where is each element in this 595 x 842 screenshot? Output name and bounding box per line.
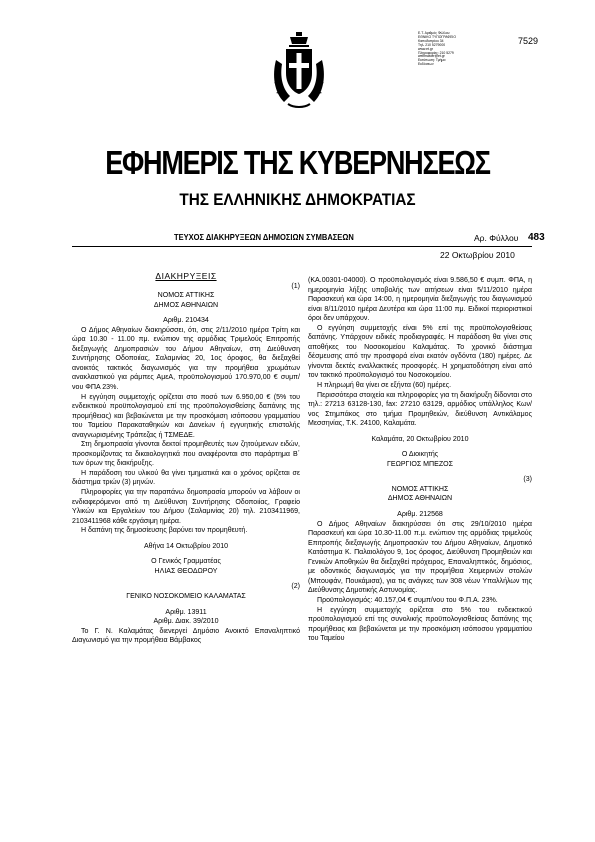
notice-3-prefecture: ΝΟΜΟΣ ΑΤΤΙΚΗΣ — [391, 485, 449, 493]
notice-1-municipality: ΔΗΜΟΣ ΑΘΗΝΑΙΩΝ — [153, 301, 219, 309]
notice-2-paragraph: Το Γ. Ν. Καλαμάτας διενεργεί Δημόσιο Ανοικτό Επαναληπτικό Διαγωνισμό για την προμήθεια Βάμβακος — [72, 627, 300, 645]
notice-number-3: (3) — [523, 476, 532, 484]
notice-2-reference: Αριθμ. 13911 — [165, 608, 207, 616]
notice-2-declaration-number: Αριθμ. Διακ. 39/2010 — [153, 618, 219, 626]
notice-1-signatory-name: ΗΛΙΑΣ ΘΕΟΔΩΡΟΥ — [154, 567, 218, 575]
notice-3-paragraph: Ο Δήμος Αθηναίων διακηρύσσει ότι στις 29/10/2010 ημέρα Παρασκευή και ώρα 10.30-11.00 π.μ. ενώπιον της αρμόδιας τριμελούς Επιτροπής διεξαγωγής Δημοπρασιών του Δήμου Αθηναίων, Δημοτικό Κατάστημα Κ. Παλαιολόγου 9, 1ος όροφος, Διεύθυνση Προμηθειών και Γενικών Αποθηκών θα διεξαχθεί πρόχειρος, Επαναληπτικός, δημόσιος, με οδοντικός διαγωνισμός για την προμήθεια Χειμερινών στολών (Μπουφάν, Πουκάμισα), για τις ανάγκες των 308 νέων Υπαλλήλων της Διεύθυνσης Δημοτικής Αστυνομίας. — [308, 520, 532, 595]
header-divider — [72, 246, 532, 247]
hellenic-coat-of-arms-icon — [270, 30, 328, 112]
notice-2-title: ΓΕΝΙΚΟ ΝΟΣΟΚΟΜΕΙΟ ΚΑΛΑΜΑΤΑΣ — [126, 592, 246, 600]
notice-2-paragraph: Η πληρωμή θα γίνει σε εξήντα (60) ημέρες. — [317, 382, 452, 390]
notice-2-paragraph: (ΚΑ.00301-04000). Ο προϋπολογισμός είναι 9.586,50 € συμπ. ΦΠΑ, η ημερομηνία λήξης υποβολής των αιτήσεων είναι 5/11/2010 ημέρα Παρασκευή και ώρα 14:00, η ημερομηνία διεξαγωγής του διαγωνισμού είναι 8/11/2010 ημέρα Δευτέρα και ώρα 11:00 πμ. Ειδικοί περιοριστικοί όροι δεν υπάρχουν. — [308, 277, 532, 323]
issue-number: 483 — [528, 232, 545, 243]
section-heading: ΔΙΑΚΗΡΥΞΕΙΣ — [155, 271, 217, 281]
notice-2-paragraph: Ο εγγύηση συμμετοχής είναι 5% επί της προϋπολογισθείσας δαπάνης. Υπάρχουν ειδικές προδιαγραφές. Η παράδοση θα γίνει στις αποθήκες του Νοσοκομείου Καλαμάτας. Το χρονικό διάστημα δέσμευσης από την προσφορά είναι εκατόν ογδόντα (180) ημέρες. Δε γίνονται δεκτές εναλλακτικές προσφορές. Η χρηματοδότηση είναι από τον τακτικό προϋπολογισμό του Νοσοκομείου. — [308, 324, 532, 380]
notice-1-date: Αθήνα 14 Οκτωβρίου 2010 — [143, 542, 229, 550]
notice-1-paragraph: Η παράδοση του υλικού θα γίνει τμηματικά και ο χρόνος ορίζεται σε διάστημα τριών (3) μηνών. — [72, 469, 300, 487]
issue-line — [72, 232, 545, 247]
notice-2-signatory-role: Ο Διοικητής — [401, 451, 439, 459]
issue-date: 22 Οκτωβρίου 2010 — [440, 250, 515, 260]
publication-info-note: Ε.Τ. Αριθμός Φύλλου ΕΘΝΙΚΟ ΤΥΠΟΓΡΑΦΕΙΟ Καποδιστρίου 34 Τηλ. 210 5279000 www.et.gr Πληροφορίες: 210 5279 webmaster@et.gr Εκτύπωση: Τμήμα Εκδόσεων — [418, 31, 456, 67]
left-column — [72, 272, 300, 646]
notice-2-date: Καλαμάτα, 20 Οκτωβρίου 2010 — [371, 435, 469, 443]
gazette-subtitle: ΤΗΣ ΕΛΛΗΝΙΚΗΣ ΔΗΜΟΚΡΑΤΙΑΣ — [179, 190, 416, 209]
notice-3-paragraph: Η εγγύηση συμμετοχής ορίζεται στο 5% του ενδεικτικού προϋπολογισμού επί της συνολικής προϋπολογισθείσας δαπάνης της προμήθειας και βεβαιώνεται με την προσκόμιση ισόποσου γραμματίου του Ταμείου — [308, 606, 532, 643]
notice-1-paragraph: Στη δημοπρασία γίνονται δεκτοί προμηθευτές των ζητούμενων ειδών, προσκομίζοντας τα δικαιολογητικά που αναφέρονται στο παράρτημα Β΄ των όρων της διακήρυξης. — [72, 441, 300, 468]
notice-1-reference: Αριθμ. 210434 — [163, 317, 209, 325]
notice-1-prefecture: ΝΟΜΟΣ ΑΤΤΙΚΗΣ — [157, 292, 215, 300]
gazette-title: ΕΦΗΜΕΡΙΣ ΤΗΣ ΚΥΒΕΡΝΗΣΕΩΣ — [105, 144, 490, 181]
notice-3-paragraph: Προϋπολογισμός: 40.157,04 € συμπ/νου του Φ.Π.Α. 23%. — [317, 596, 498, 604]
notice-1-paragraph: Η δαπάνη της δημοσίευσης βαρύνει τον προμηθευτή. — [81, 527, 248, 535]
notice-1-paragraph: Ο Δήμος Αθηναίων διακηρύσσει, ότι, στις 2/11/2010 ημέρα Τρίτη και ώρα 10.30 - 11.00 πμ. ενώπιον της αρμόδιας Τριμελούς Επιτροπής διεξαγωγής Δημοπρασιών του Δήμου Αθηναίων, στη Διεύθυνση Συντήρησης Οδοποιίας, Σαλαμινίας 20, 1ος όροφος, θα διεξαχθεί ανοικτός τακτικός διαγωνισμός για την προμήθεια χρωμάτων ανακλαστικού για ράμπες ΑμεΑ, προϋπολογισμού 170.970,00 € συμπ/νου ΦΠΑ 23%. — [72, 326, 300, 392]
issue-number-label: Αρ. Φύλλου — [474, 233, 519, 243]
notice-number-2: (2) — [291, 583, 300, 591]
right-column — [308, 276, 532, 644]
notice-3-municipality: ΔΗΜΟΣ ΑΘΗΝΑΙΩΝ — [387, 495, 453, 503]
notice-number-1: (1) — [291, 282, 300, 290]
notice-1-paragraph: Πληροφορίες για την παραπάνω δημοπρασία μπορούν να λάβουν οι ενδιαφερόμενοι από τη Διεύθυνση Συντήρησης Οδοποιίας, Γραφείο Υλικών και Εργαλείων του Δήμου (Σαλαμινίας 20) τηλ. 2103411969, 2103411968 κάθε εργάσιμη ημέρα. — [72, 489, 300, 525]
notice-1-paragraph: Η εγγύηση συμμετοχής ορίζεται στο ποσό των 6.950,00 € (5% του ενδεικτικού προϋπολογισμού επί της προϋπολογισθείσης δαπάνης της προμήθειας) και βεβαιώνεται με την προσκόμιση ισόποσου γραμματίου του Ταμείου Παρακαταθηκών και Δανείων ή εγγυητικής επιστολής αναγνωρισμένης Τράπεζας ή ΤΣΜΕΔΕ. — [72, 393, 300, 439]
issue-series: ΤΕΥΧΟΣ ΔΙΑΚΗΡΥΞΕΩΝ ΔΗΜΟΣΙΩΝ ΣΥΜΒΑΣΕΩΝ — [174, 233, 354, 242]
page-number: 7529 — [518, 36, 539, 46]
notice-2-paragraph: Περισσότερα στοιχεία και πληροφορίες για τη διακήρυξη δίδονται στο τηλ.: 27213 63128-130, fax: 27210 63129, αρμόδιος υπάλληλος Κων/νος Στημπάκος στο τμήμα Προμηθειών, διεύθυνση Αντικάλαμος Μεσσηνίας, Τ.Κ. 24100, Καλαμάτα. — [308, 391, 532, 428]
notice-3-reference: Αριθμ. 212568 — [397, 511, 443, 519]
notice-2-signatory-name: ΓΕΩΡΓΙΟΣ ΜΠΕΖΟΣ — [387, 460, 453, 468]
notice-1-signatory-role: Ο Γενικός Γραμματέας — [151, 558, 221, 566]
